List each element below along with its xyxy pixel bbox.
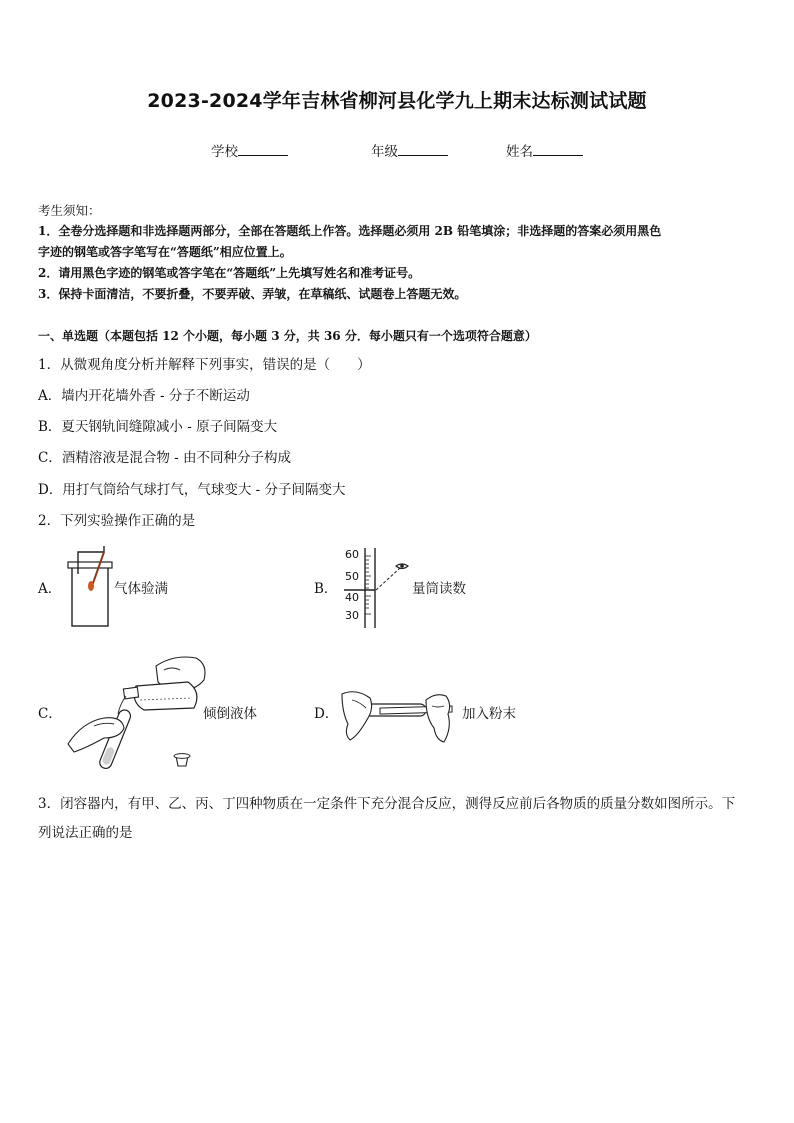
school-blank[interactable] xyxy=(238,143,288,156)
q2-stem: 2．下列实验操作正确的是 xyxy=(38,513,196,529)
q2-option-d-label: 加入粉末 xyxy=(462,706,516,722)
q3-stem-line-1: 3．闭容器内，有甲、乙、丙、丁四种物质在一定条件下充分混合反应，测得反应前后各物质的质量分数如图所示。下 xyxy=(38,796,736,812)
name-blank[interactable] xyxy=(533,143,583,156)
notice-item-3: 3．保持卡面清洁，不要折叠，不要弄破、弄皱，在草稿纸、试题卷上答题无效。 xyxy=(38,287,467,301)
grade-blank[interactable] xyxy=(398,143,448,156)
grade-label: 年级 xyxy=(371,144,398,160)
notice-item-2: 2．请用黑色字迹的钢笔或答字笔在“答题纸”上先填写姓名和准考证号。 xyxy=(38,266,421,280)
q2-option-d-letter: D． xyxy=(314,706,339,722)
q1-option-a: A．墙内开花墙外香 - 分子不断运动 xyxy=(38,388,250,404)
q1-stem: 1．从微观角度分析并解释下列事实，错误的是（ ） xyxy=(38,357,371,373)
name-label: 姓名 xyxy=(506,144,533,160)
pouring-liquid-figure xyxy=(64,652,214,774)
grade-field[interactable] xyxy=(371,140,448,160)
page-title: 2023-2024学年吉林省柳河县化学九上期末达标测试试题 xyxy=(147,90,647,112)
adding-powder-figure xyxy=(340,684,462,744)
q1-option-b: B．夏天钢轨间缝隙减小 - 原子间隔变大 xyxy=(38,419,278,435)
q2-option-a-label: 气体验满 xyxy=(114,581,168,597)
q2-option-c-label: 倾倒液体 xyxy=(203,706,257,722)
school-label: 学校 xyxy=(211,144,238,160)
tick-label-60: 60 xyxy=(345,548,359,561)
q2-option-c-letter: C． xyxy=(38,706,62,722)
q2-option-b-letter: B． xyxy=(314,581,338,597)
name-field[interactable] xyxy=(506,140,583,160)
tick-label-30: 30 xyxy=(345,609,359,622)
tick-label-50: 50 xyxy=(345,570,359,583)
q1-option-c: C．酒精溶液是混合物 - 由不同种分子构成 xyxy=(38,450,291,466)
school-field[interactable] xyxy=(211,140,288,160)
notice-item-1-line-1: 1．全卷分选择题和非选择题两部分，全部在答题纸上作答。选择题必须用 2B 铅笔填涂；非选择题的答案必须用黑色 xyxy=(38,224,662,238)
q3-stem-line-2: 列说法正确的是 xyxy=(38,825,133,841)
tick-label-40: 40 xyxy=(345,591,359,604)
gas-bottle-figure xyxy=(64,544,116,630)
notice-item-1-line-2: 字迹的钢笔或答字笔写在“答题纸”相应位置上。 xyxy=(38,245,292,259)
q2-option-a-letter: A． xyxy=(38,581,62,597)
section-1-heading: 一、单选题（本题包括 12 个小题，每小题 3 分，共 36 分．每小题只有一个选项符合题意） xyxy=(38,329,537,343)
q2-option-b-label: 量筒读数 xyxy=(412,581,466,597)
q1-option-d: D．用打气筒给气球打气，气球变大 - 分子间隔变大 xyxy=(38,482,346,498)
notice-heading: 考生须知： xyxy=(38,203,101,218)
